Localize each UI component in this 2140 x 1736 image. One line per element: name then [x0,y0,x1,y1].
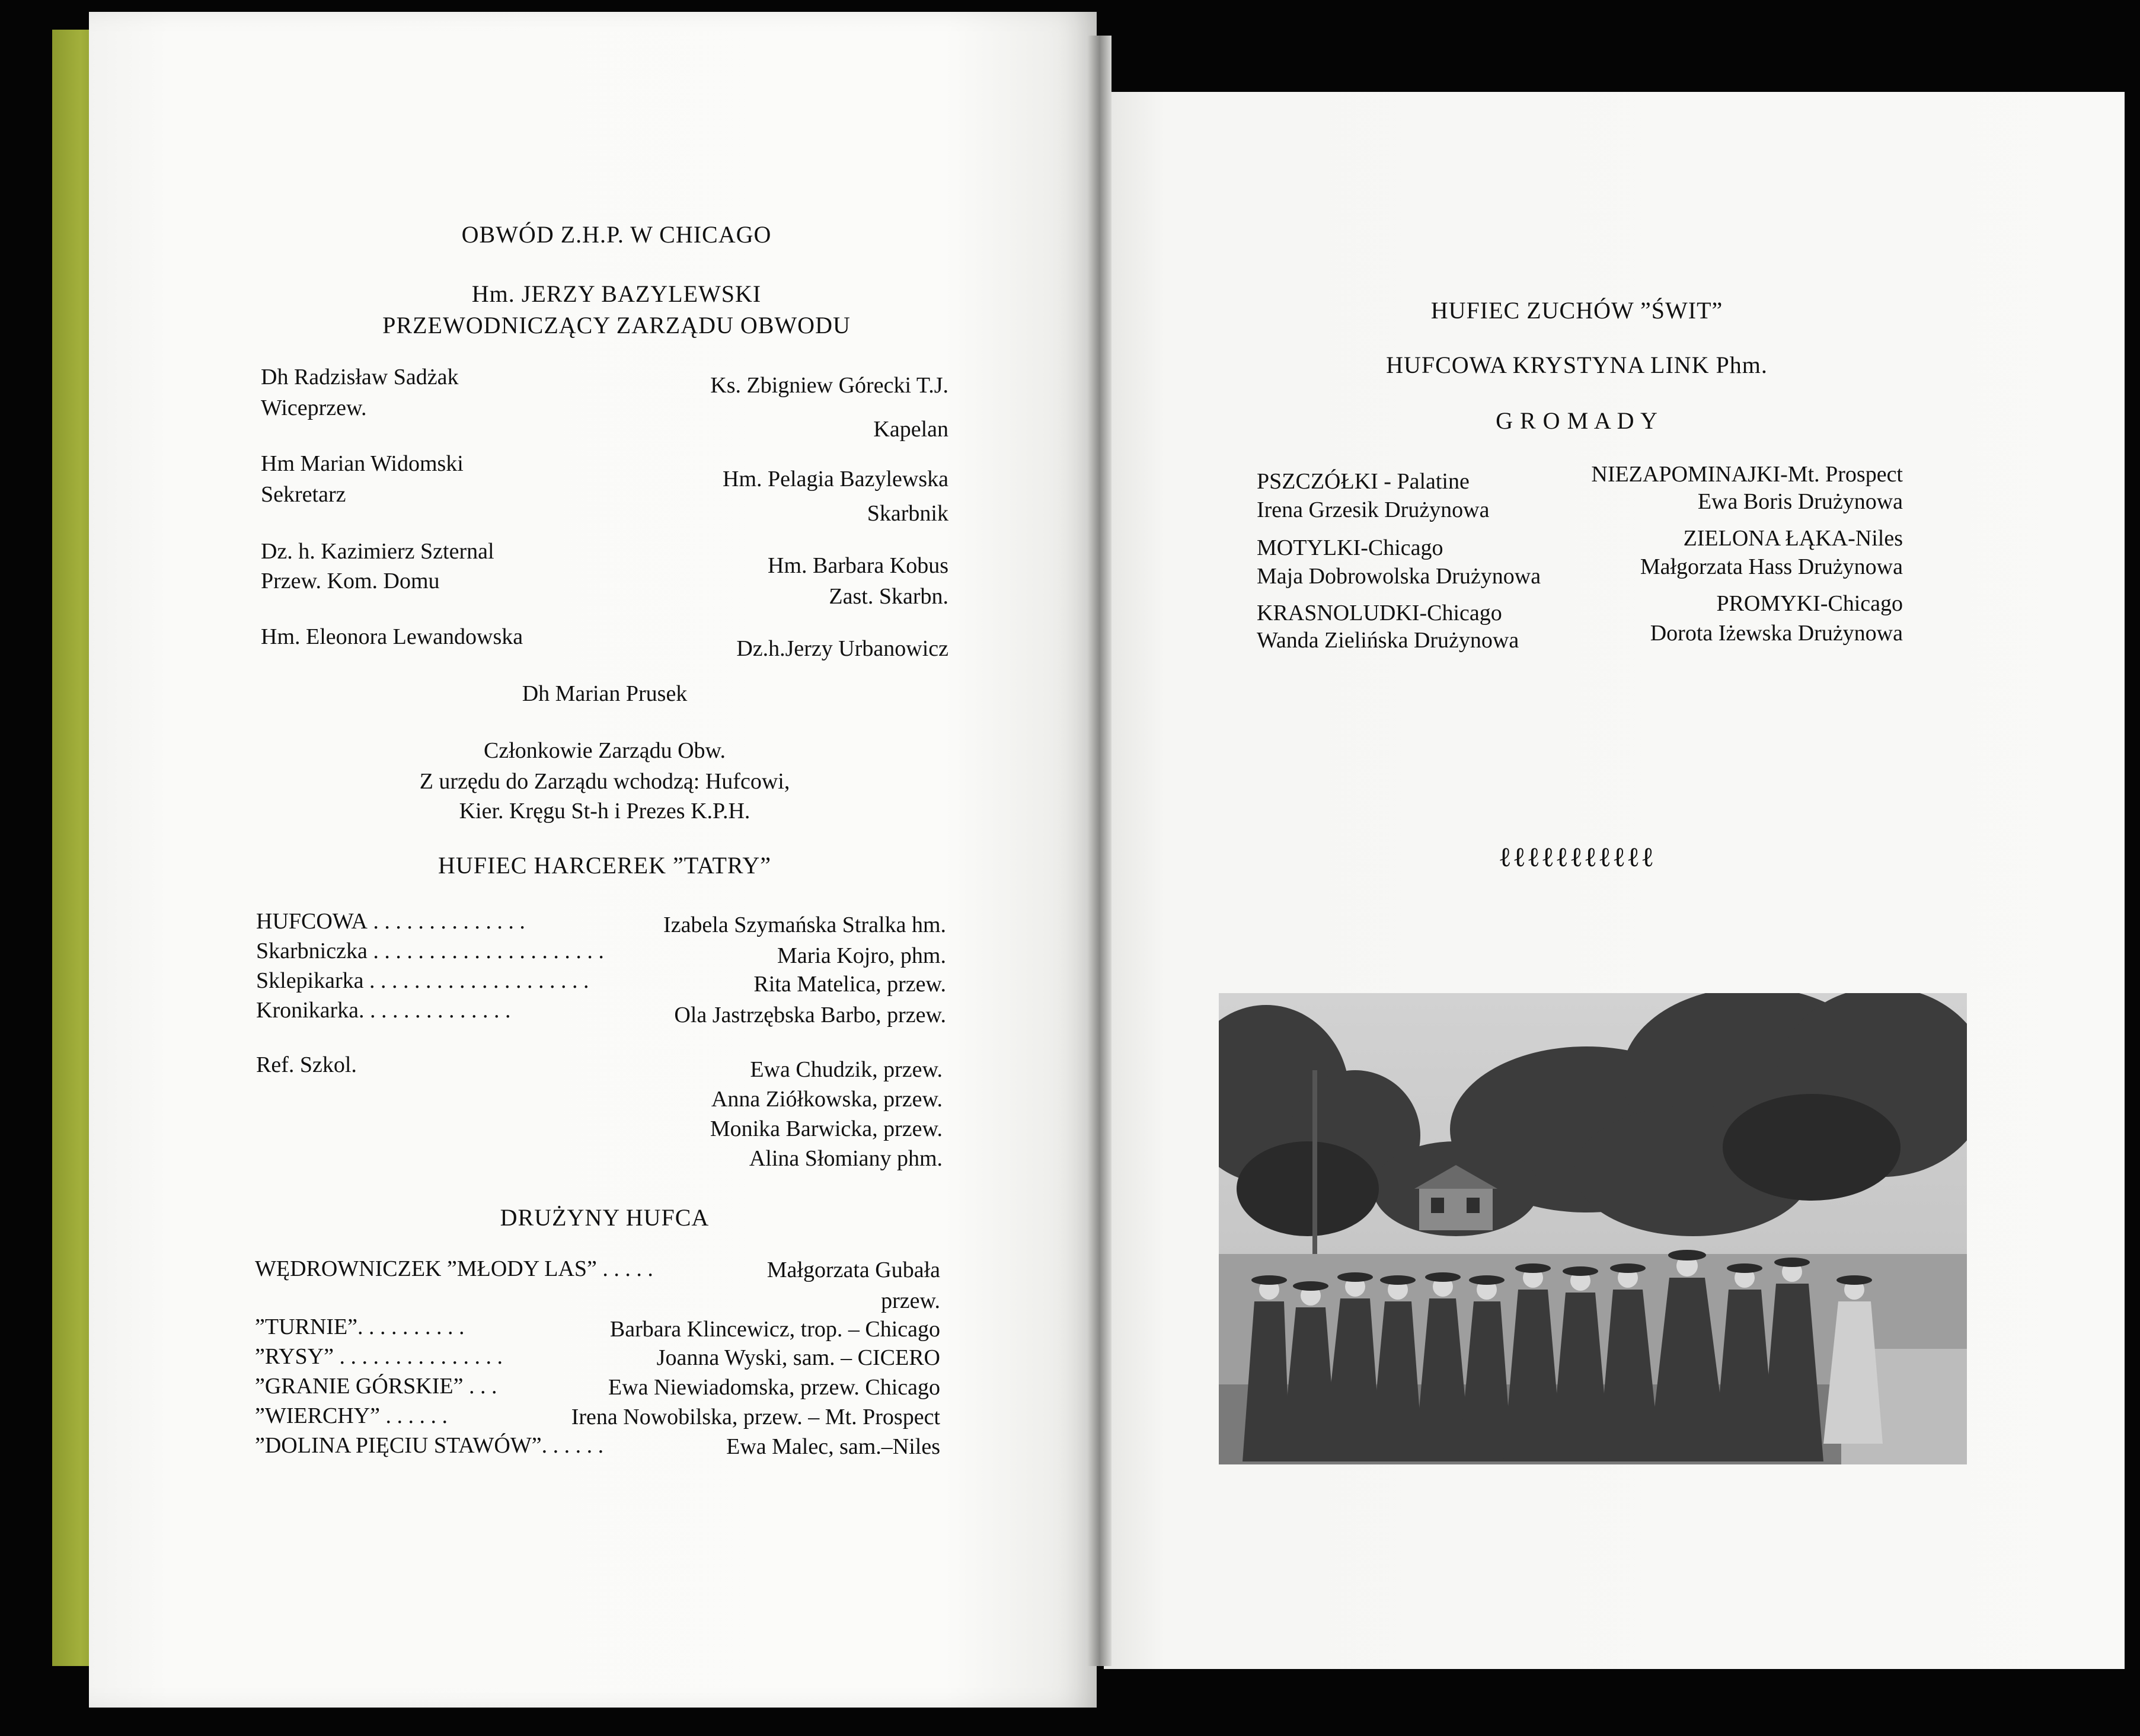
board-right-name: Ks. Zbigniew Górecki T.J. [710,373,948,398]
zuchy-title: HUFIEC ZUCHÓW ”ŚWIT” [1430,297,1723,324]
leader-dots: . . . . . . [541,1433,604,1458]
gromada-name: NIEZAPOMINAJKI-Mt. Prospect [1591,462,1903,487]
druzyna-row [255,1342,503,1371]
members-note-line: Z urzędu do Zarządu wchodzą: Hufcowi, [419,769,790,794]
gromada-name: KRASNOLUDKI-Chicago [1257,601,1502,626]
ref-name: Anna Ziółkowska, przew. [711,1087,943,1112]
druzyna-row [255,1372,497,1400]
members-note-line: Kier. Kręgu St-h i Prezes K.P.H. [459,799,750,824]
druzyna-name: ”TURNIE” [255,1314,358,1339]
gromada-leader: Wanda Zielińska Drużynowa [1257,628,1519,653]
obwod-title: OBWÓD Z.H.P. W CHICAGO [461,221,772,248]
gromada-name: PSZCZÓŁKI - Palatine [1257,469,1470,494]
leader-dots: . . . . . . . . . . . . . . . [334,1344,503,1369]
book-spine [1088,36,1111,1666]
role-name: Maria Kojro, phm. [777,943,946,968]
gromada-leader: Maja Dobrowolska Drużynowa [1257,564,1541,589]
role-label: Kronikarka [256,998,359,1023]
hufiec-title: HUFIEC HARCEREK ”TATRY” [437,852,771,879]
role-label: Skarbniczka [256,939,368,963]
leader-dots: . . . . . . . . . . . . . . . . . . . . . [367,939,604,963]
board-left-role: Wiceprzew. [261,395,367,420]
leader-dots: . . . . . . . . . . . . . . . . . . . . [363,968,589,993]
druzyna-leader: Barbara Klincewicz, trop. – Chicago [609,1317,940,1342]
ref-name: Ewa Chudzik, przew. [750,1057,943,1082]
board-right-role: Skarbnik [867,501,948,526]
board-left-name: Hm. Eleonora Lewandowska [261,624,523,649]
board-right-name: Hm. Pelagia Bazylewska [723,467,948,492]
leader-dots: . . . . . . [380,1403,448,1428]
board-right-role: Kapelan [873,417,948,442]
druzyna-leader: Ewa Niewiadomska, przew. Chicago [608,1375,940,1400]
board-left-name: Hm Marian Widomski [261,451,464,476]
ornament-divider: ℓℓℓℓℓℓℓℓℓℓℓ [1498,842,1656,872]
members-note-line: Członkowie Zarządu Obw. [483,738,726,763]
druzyna-name: ”DOLINA PIĘCIU STAWÓW” [255,1433,542,1458]
ref-label: Ref. Szkol. [256,1052,357,1077]
hufiec-role-row [256,996,511,1025]
role-name: Ola Jastrzębska Barbo, przew. [674,1003,946,1027]
role-name: Izabela Szymańska Stralka hm. [663,912,946,937]
druzyna-leader-suffix: przew. [881,1288,940,1313]
board-right-name: Dz.h.Jerzy Urbanowicz [736,636,948,661]
leader-dots: . . . [463,1374,497,1399]
hufiec-role-row [256,907,525,936]
druzyna-row [255,1402,448,1430]
druzyna-leader: Irena Nowobilska, przew. – Mt. Prospect [571,1405,940,1429]
ref-name: Alina Słomiany phm. [749,1146,943,1171]
druzyna-leader: Joanna Wyski, sam. – CICERO [656,1345,940,1370]
role-name: Rita Matelica, przew. [753,972,946,997]
gromada-name: MOTYLKI-Chicago [1257,535,1443,560]
hufiec-role-row [256,937,604,965]
role-label: HUFCOWA [256,909,368,934]
board-right-role: Zast. Skarbn. [829,584,948,609]
gromada-name: ZIELONA ŁĄKA-Niles [1683,526,1903,551]
board-right-name: Hm. Barbara Kobus [768,553,948,578]
board-left-name: Dh Radzisław Sadżak [261,365,459,390]
hufiec-role-row [256,966,589,995]
zuchy-leader: HUFCOWA KRYSTYNA LINK Phm. [1386,352,1768,378]
photo-illustration [1219,993,1967,1464]
druzyna-name: WĘDROWNICZEK ”MŁODY LAS” [255,1256,597,1281]
board-left-role: Sekretarz [261,482,346,507]
druzyna-row [255,1313,465,1341]
board-left-name: Dz. h. Kazimierz Szternal [261,539,494,564]
leader-dots: . . . . . . . . . . . . . . [367,909,525,934]
druzyna-name: ”GRANIE GÓRSKIE” [255,1374,464,1399]
gromada-leader: Dorota Iżewska Drużynowa [1650,621,1903,646]
chair-name: Hm. JERZY BAZYLEWSKI [471,280,762,307]
center-member: Dh Marian Prusek [522,681,688,706]
gromada-name: PROMYKI-Chicago [1716,591,1903,616]
gromada-leader: Irena Grzesik Drużynowa [1257,497,1490,522]
leader-dots: . . . . . . . . . . . . . . [359,998,511,1023]
druzyny-title: DRUŻYNY HUFCA [500,1204,710,1231]
role-label: Sklepikarka [256,968,364,993]
board-left-role: Przew. Kom. Domu [261,569,440,593]
druzyna-name: ”RYSY” [255,1344,334,1369]
group-photo [1219,993,1967,1464]
gromada-leader: Małgorzata Hass Drużynowa [1640,554,1903,579]
druzyna-leader: Ewa Malec, sam.–Niles [726,1434,940,1459]
chair-role: PRZEWODNICZĄCY ZARZĄDU OBWODU [382,312,851,339]
druzyna-name: ”WIERCHY” [255,1403,381,1428]
leader-dots: . . . . . . . . . . [357,1314,465,1339]
gromada-leader: Ewa Boris Drużynowa [1697,489,1903,514]
gromady-title: G R O M A D Y [1496,407,1658,434]
leader-dots: . . . . . [596,1256,653,1281]
ref-name: Monika Barwicka, przew. [710,1116,943,1141]
druzyna-leader: Małgorzata Gubała [766,1258,940,1282]
